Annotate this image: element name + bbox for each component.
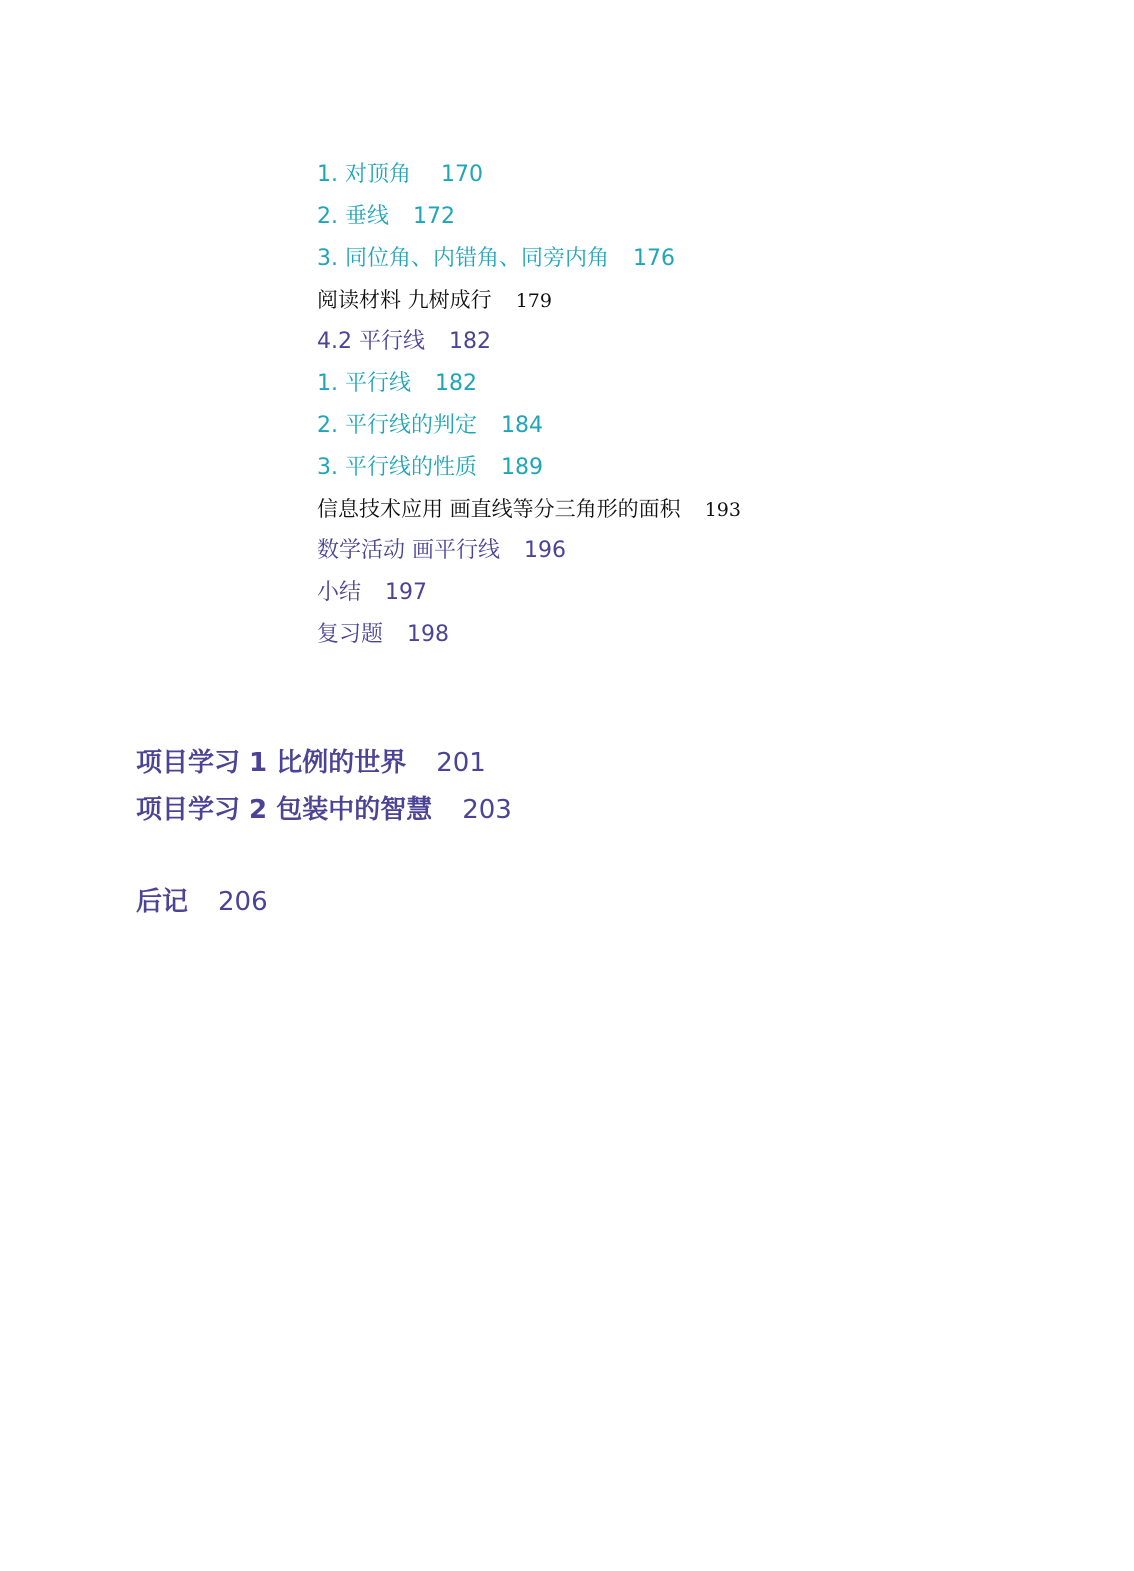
toc-entry-label: 数学活动 画平行线 <box>317 538 500 563</box>
toc-entry-label: 复习题 <box>317 622 384 647</box>
toc-entry-parallel-lines[interactable] <box>317 373 477 395</box>
toc-project-page: 203 <box>462 795 512 825</box>
toc-entry-label: 3. 平行线的性质 <box>317 455 477 480</box>
toc-entry-label: 4.2 平行线 <box>317 329 425 354</box>
toc-entry-page: 198 <box>407 622 450 647</box>
toc-project-page: 201 <box>436 748 486 778</box>
toc-entry-page: 182 <box>448 329 491 354</box>
toc-afterword-label: 后记 <box>136 887 189 917</box>
toc-entry-perpendicular[interactable] <box>317 206 455 228</box>
toc-entry-review[interactable] <box>317 624 449 646</box>
toc-entry-page: 179 <box>515 290 552 312</box>
toc-entry-label: 2. 垂线 <box>317 204 389 229</box>
toc-section-parallel-lines[interactable] <box>317 331 491 353</box>
toc-entry-parallel-properties[interactable] <box>317 457 543 479</box>
toc-entry-label: 1. 平行线 <box>317 371 411 396</box>
toc-project-1[interactable] <box>136 750 486 776</box>
toc-entry-label: 3. 同位角、内错角、同旁内角 <box>317 246 609 271</box>
toc-entry-vertical-angles[interactable] <box>317 164 483 186</box>
toc-project-label: 项目学习 1 比例的世界 <box>136 748 407 778</box>
toc-entry-math-activity[interactable] <box>317 540 566 562</box>
toc-entry-it-application[interactable] <box>317 499 741 520</box>
toc-entry-parallel-criteria[interactable] <box>317 415 543 437</box>
toc-entry-label: 阅读材料 九树成行 <box>317 288 492 312</box>
toc-entry-label: 1. 对顶角 <box>317 162 411 187</box>
toc-entry-page: 176 <box>632 246 675 271</box>
toc-entry-label: 2. 平行线的判定 <box>317 413 477 438</box>
toc-afterword-page: 206 <box>218 887 268 917</box>
toc-entry-reading-material[interactable] <box>317 290 552 311</box>
toc-afterword[interactable] <box>136 889 268 915</box>
toc-entry-page: 184 <box>500 413 543 438</box>
toc-entry-label: 信息技术应用 画直线等分三角形的面积 <box>317 497 681 521</box>
toc-entry-page: 196 <box>524 538 566 563</box>
toc-project-label: 项目学习 2 包装中的智慧 <box>136 795 433 825</box>
toc-entry-page: 170 <box>440 162 483 187</box>
toc-entry-page: 197 <box>385 580 428 605</box>
toc-entry-page: 172 <box>412 204 455 229</box>
toc-project-2[interactable] <box>136 797 512 823</box>
toc-entry-summary[interactable] <box>317 582 427 604</box>
toc-entry-corresponding-angles[interactable] <box>317 248 675 270</box>
toc-entry-page: 193 <box>704 499 741 521</box>
toc-entry-page: 189 <box>500 455 543 480</box>
toc-entry-label: 小结 <box>317 580 362 605</box>
toc-entry-page: 182 <box>434 371 477 396</box>
